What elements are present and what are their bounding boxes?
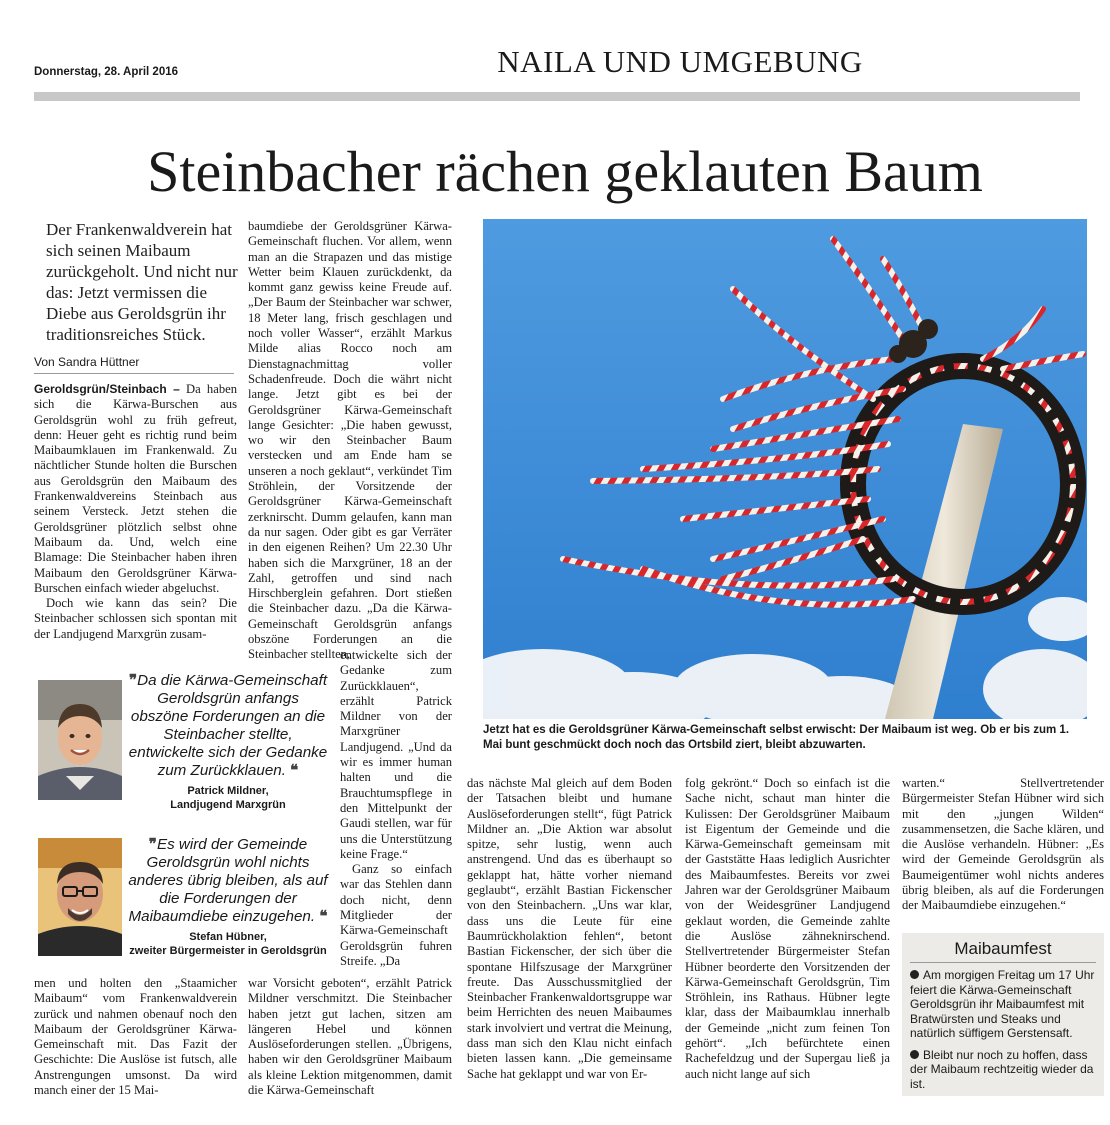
quote-1-text: Da die Kärwa-Gemeinschaft Geroldsgrün anfangs obszöne Forderungen an die Steinbacher stellte, entwickelte sich der Gedanke zum Zurückklauen.	[128, 672, 328, 779]
article-column-4	[685, 776, 890, 1082]
article-column-2-bottom	[248, 976, 452, 1098]
dateline: Geroldsgrün/Steinbach –	[34, 382, 180, 396]
section-title: NAILA UND UMGEBUNG	[497, 44, 863, 79]
infobox-item-2	[910, 1048, 1096, 1092]
infobox-title: Maibaumfest	[910, 939, 1096, 963]
bullet-icon	[910, 970, 919, 979]
maibaumfest-infobox	[902, 933, 1104, 1096]
photo-caption: Jetzt hat es die Geroldsgrüner Kärwa-Gemeinschaft selbst erwischt: Der Maibaum ist weg. Ob er bis zum 1. Mai bunt geschmückt doch noch das Ortsbild ziert, bleibt abzuwarten.	[483, 724, 1070, 751]
quote-2-name: Stefan Hübner,	[189, 931, 267, 943]
portrait-patrick-mildner	[38, 680, 122, 800]
bullet-icon	[910, 1050, 919, 1059]
byline: Von Sandra Hüttner	[34, 355, 234, 374]
infobox-item-1	[910, 968, 1096, 1041]
issue-date: Donnerstag, 28. April 2016	[34, 66, 179, 78]
article-column-5	[902, 776, 1104, 914]
quote-1-role: Landjugend Marxgrün	[170, 799, 286, 811]
article-headline: Steinbacher rächen geklauten Baum	[147, 139, 983, 204]
column-4-text: folg gekrönt.“ Doch so einfach ist die Sache nicht, schaut man hinter die Kulissen: Der Geroldsgrüner Maibaum ist Eigentum der Gemeinde und die Kärwa-Gemeinschaft gemeinsam mit der Gaststätte Haas lediglich Ausrichter des Maibaumfestes. Bereits vor zwei Jahren war der Geroldsgrüner Maibaum von der Weidesgrüner Landjugend geklaut worden, die Gemeinde zahlte die Auslöse zähneknirschend. Stellvertretender Bürgermeister Stefan Hübner beorderte den Vorsitzenden der Kärwa-Gemeinschaft Geroldsgrün, Tim Ströhlein, ins Rathaus. Hübner legte klar, dass der Maibaumklau innerhalb der Gemeinde „nicht zum feinen Ton gehört“. „Ich befürchtete einen Rachefeldzug und der Supergau ließ ja auch nicht lange auf sich	[685, 776, 890, 1081]
article-column-1	[34, 382, 237, 642]
quote-1-name: Patrick Mildner,	[187, 785, 269, 797]
maypole-photo	[483, 219, 1087, 719]
article-column-2-narrow	[340, 648, 452, 969]
quote-2-text: Es wird der Gemeinde Geroldsgrün wohl nichts anderes übrig bleiben, als auf die Forderungen der Maibaumdiebe einzugehen.	[128, 836, 328, 925]
infobox-item-1-text: Am morgigen Freitag um 17 Uhr feiert die Kärwa-Gemeinschaft Geroldsgrün ihr Maibaumfest mit Bratwürsten und Steaks und natürlich süffigem Gerstensaft.	[910, 968, 1095, 1040]
article-column-3	[467, 776, 672, 1082]
column-2-narrow-paragraph-1: entwickelte sich der Gedanke zum Zurückklauen“, erzählt Patrick Mildner von der Marxgrüner Landjugend. „Und da wir es immer human halten und die Brauchtumspflege in den Mittelpunkt der Gaudi stellen, war für uns die Unterstützung keine Frage.“	[340, 648, 452, 861]
pull-quote-2: ❞Es wird der Gemeinde Geroldsgrün wohl nichts anderes übrig bleiben, als auf die Forderungen der Maibaumdiebe einzugehen. ❝ Stefan Hübner, zweiter Bürgermeister in Geroldsgrün	[128, 836, 328, 957]
article-column-2	[248, 219, 452, 663]
quote-2-role: zweiter Bürgermeister in Geroldsgrün	[129, 945, 327, 957]
article-column-1-bottom	[34, 976, 237, 1098]
column-2-text: baumdiebe der Geroldsgrüner Kärwa-Gemeinschaft fluchen. Vor allem, wenn man an die Strapazen und das mistige Wetter beim Klauen zurückdenkt, da kommt ganz gewiss keine Freude auf. „Der Baum der Steinbacher war schwer, 18 Meter lang, frisch geschlagen und noch voller Wasser“, erzählt Markus Milde alias Rocco noch am Dienstagnachmittag voller Schadenfreude. Doch die währt nicht lange. Jetzt gibt es bei der Geroldsgrüner Kärwa-Gemeinschaft lange Gesichter: „Die haben gewusst, wo wir den Steinbacher Baum verstecken und am Ende ham se unseren a noch geklaut“, verkündet Tim Ströhlein, der Vorsitzende der Geroldsgrüner Kärwa-Gemeinschaft zerknirscht. Dumm gelaufen, kann man da nur sagen. Oder gibt es gar Verräter in den eigenen Reihen? Um 22.30 Uhr haben sich die Marxgrüner, 18 an der Zahl, getroffen und sind nach Hirschberglein gefahren. Dort stießen die Steinbacher dazu. „Da die Kärwa-Gemeinschaft Geroldsgrün anfangs obszöne Forderungen an die Steinbacher stellten,	[248, 219, 452, 662]
pull-quote-1: ❞Da die Kärwa-Gemeinschaft Geroldsgrün anfangs obszöne Forderungen an die Steinbacher stellte, entwickelte sich der Gedanke zum Zurückklauen. ❝ Patrick Mildner, Landjugend Marxgrün	[128, 672, 328, 811]
column-1-paragraph-2: Doch wie kann das sein? Die Steinbacher schlossen sich spontan mit der Landjugend Marxgrün zusam-	[34, 596, 237, 641]
column-1-paragraph-1: Da haben sich die Kärwa-Burschen aus Geroldsgrün wohl zu früh gefreut, denn: Heuer geht es richtig rund beim Maibaumklauen im Frankenwald. Zu nächtlicher Stunde holten die Burschen aus Geroldsgrün den Maibaum des Frankenwaldvereins Steinbach aus seinem Versteck. Jetzt stehen die Geroldsgrüner plötzlich selbst ohne Maibaum da. Und, welch eine Blamage: Die Steinbacher haben ihren Maibaum den Geroldsgrüner Kärwa-Burschen einfach wieder abgeluchst.	[34, 382, 237, 595]
article-lead: Der Frankenwaldverein hat sich seinen Maibaum zurückgeholt. Und nicht nur das: Jetzt vermissen die Diebe aus Geroldsgrün ihr traditionsreiches Stück.	[46, 220, 238, 344]
column-2-bottom-text: war Vorsicht geboten“, erzählt Patrick Mildner verschmitzt. Die Steinbacher haben jetzt gut lachen, sitzen am längeren Hebel und können Auslöseforderungen stellen. „Übrigens, haben wir den Geroldsgrüner Maibaum als kleine Lektion mitgenommen, damit die Kärwa-Gemeinschaft	[248, 976, 452, 1098]
column-2-narrow-paragraph-2: Ganz so einfach war das Stehlen dann doch nicht, denn Mitglieder der Kärwa-Gemeinschaft Geroldsgrün fuhren Streife. „Da	[340, 862, 452, 968]
infobox-item-2-text: Bleibt nur noch zu hoffen, dass der Maibaum rechtzeitig wieder da ist.	[910, 1047, 1094, 1091]
column-5-text: warten.“ Stellvertretender Bürgermeister Stefan Hübner wird sich mit den „jungen Wilden“ zusammensetzen, die Sache klären, und die Auslöse verhandeln. Hübner: „Es wird der Gemeinde Geroldsgrün als Baumeigentümer wohl nichts anderes übrig bleiben, als auf die Forderungen der Maibaumdiebe einzugehen.“	[902, 776, 1104, 913]
column-1-bottom-text: men und holten den „Staamicher Maibaum“ vom Frankenwaldverein zurück und nahmen obenauf noch den Maibaum der Geroldsgrüner Kärwa-Gemeinschaft mit. Das Fazit der Geschichte: Die Auslöse ist futsch, alle Anstrengungen umsonst. Da wird manch einer der 15 Mai-	[34, 976, 237, 1098]
header-rule	[34, 92, 1080, 101]
portrait-stefan-huebner	[38, 838, 122, 956]
column-3-text: das nächste Mal gleich auf dem Boden der Tatsachen bleibt und humane Auslöseforderungen stellt“, fügt Patrick Mildner an. „Die Aktion war absolut spitze, sehr lustig, wenn auch anstrengend. Und das es überhaupt so geklappt hat, hätte vorher niemand geglaubt“, erzählt Bastian Fickenscher von den Steinbachern. „Uns war klar, dass uns die Leute für eine Baumrückholaktion fehlen“, betont Bastian Fickenscher, der sich über die spontane Hilfszusage der Marxgrüner freute. Das Ausschussmitglied der Steinbacher Frankenwaldortsgruppe war beim Herrichten des neuen Maibaumes stark involviert und vertrat die Meinung, dass man sich den Klau nicht einfach bieten lassen kann. „Die gemeinsame Sache hat geklappt und war von Er-	[467, 776, 672, 1081]
